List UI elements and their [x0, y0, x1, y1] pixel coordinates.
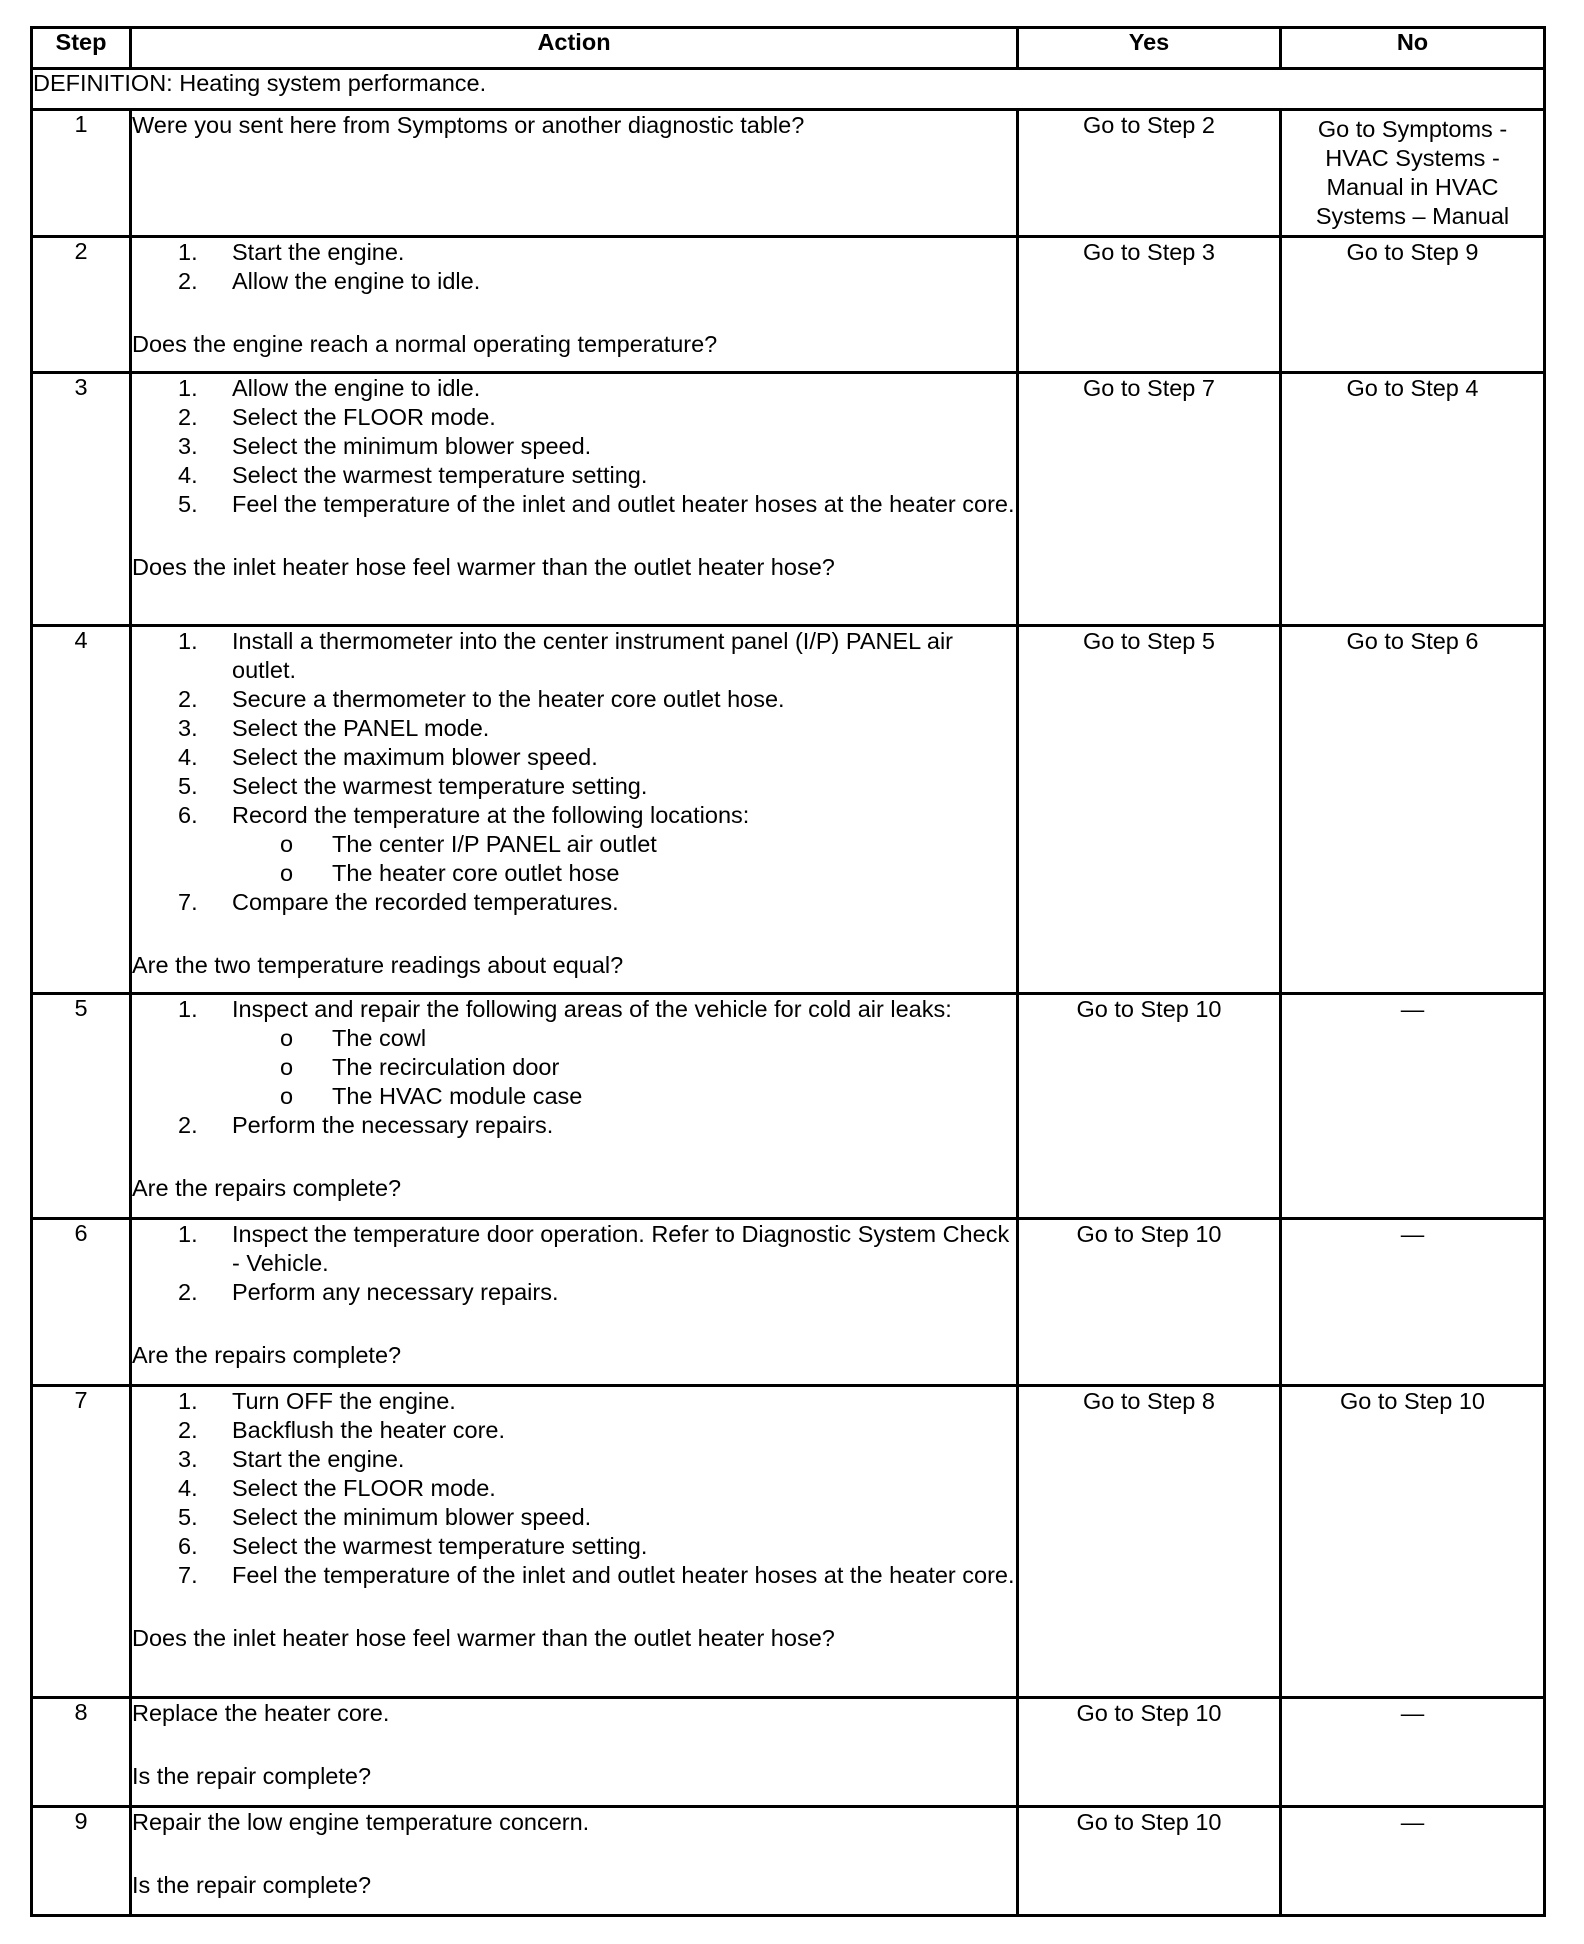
list-item [132, 1220, 1016, 1278]
action-cell [131, 994, 1018, 1219]
list-item-number: 1. [178, 239, 198, 265]
action-cell [131, 237, 1018, 373]
list-item-number: 4. [178, 744, 198, 770]
header-step: Step [32, 28, 131, 69]
dash-symbol: — [1400, 996, 1425, 1022]
definition-row [32, 69, 1545, 110]
action-question: Does the engine reach a normal operating temperature? [132, 331, 718, 357]
yes-outcome: Go to Step 10 [1018, 1807, 1281, 1916]
list-item-text: Install a thermometer into the center instrument panel (I/P) PANEL air outlet. [232, 628, 953, 683]
list-item-text: Record the temperature at the following locations: [232, 802, 750, 828]
no-outcome [1281, 994, 1545, 1219]
action-steps-list [132, 374, 1016, 519]
diagnostic-table [30, 26, 1546, 1917]
sub-list-item [132, 1053, 1016, 1082]
no-outcome: Go to Step 6 [1281, 626, 1545, 994]
table-row [32, 110, 1545, 237]
list-item-text: Backflush the heater core. [232, 1417, 506, 1443]
action-question: Is the repair complete? [132, 1872, 372, 1898]
list-item [132, 888, 1016, 917]
action-intro: Repair the low engine temperature concern. [132, 1809, 590, 1835]
action-steps-list [132, 1387, 1016, 1590]
action-question: Is the repair complete? [132, 1763, 372, 1789]
action-steps-list [132, 1220, 1016, 1307]
table-row [32, 1698, 1545, 1807]
list-item-number: 2. [178, 404, 198, 430]
no-outcome: Go to Step 4 [1281, 373, 1545, 626]
list-item-number: 1. [178, 1221, 198, 1247]
dash-symbol: — [1400, 1221, 1425, 1247]
list-item [132, 403, 1016, 432]
list-item [132, 743, 1016, 772]
list-item [132, 1416, 1016, 1445]
sub-list-item [132, 1082, 1016, 1111]
list-item-number: 7. [178, 1562, 198, 1588]
list-item [132, 374, 1016, 403]
action-cell [131, 110, 1018, 237]
list-item-text: Inspect the temperature door operation. Refer to Diagnostic System Check - Vehicle. [232, 1221, 1010, 1276]
list-item-text: Select the warmest temperature setting. [232, 773, 648, 799]
action-cell [131, 626, 1018, 994]
action-cell [131, 373, 1018, 626]
action-cell [131, 1219, 1018, 1386]
list-item [132, 238, 1016, 267]
list-item-number: 5. [178, 773, 198, 799]
action-steps-list [132, 238, 1016, 296]
action-question: Does the inlet heater hose feel warmer than the outlet heater hose? [132, 1625, 835, 1651]
list-item [132, 267, 1016, 296]
dash-symbol: — [1400, 1700, 1425, 1726]
table-row [32, 1219, 1545, 1386]
step-number: 7 [32, 1386, 131, 1698]
header-yes: Yes [1018, 28, 1281, 69]
sub-list-item [132, 1024, 1016, 1053]
list-item [132, 1445, 1016, 1474]
step-number: 2 [32, 237, 131, 373]
table-row [32, 626, 1545, 994]
yes-outcome: Go to Step 8 [1018, 1386, 1281, 1698]
list-item-number: 6. [178, 802, 198, 828]
header-no: No [1281, 28, 1545, 69]
list-item-number: 2. [178, 686, 198, 712]
list-item-text: Start the engine. [232, 1446, 405, 1472]
list-item-number: 7. [178, 889, 198, 915]
list-item [132, 461, 1016, 490]
step-number: 8 [32, 1698, 131, 1807]
list-item-text: Inspect and repair the following areas of the vehicle for cold air leaks: [232, 996, 952, 1022]
list-item-number: 3. [178, 1446, 198, 1472]
list-item-text: Select the minimum blower speed. [232, 1504, 592, 1530]
list-item-number: 2. [178, 1279, 198, 1305]
list-item-number: 1. [178, 375, 198, 401]
dash-symbol: — [1400, 1809, 1425, 1835]
no-outcome: Go to Step 10 [1281, 1386, 1545, 1698]
action-intro: Replace the heater core. [132, 1700, 390, 1726]
list-item-text: Select the maximum blower speed. [232, 744, 598, 770]
list-item-number: 3. [178, 715, 198, 741]
list-item-number: 6. [178, 1533, 198, 1559]
list-item [132, 1561, 1016, 1590]
table-row [32, 373, 1545, 626]
list-item-text: Perform the necessary repairs. [232, 1112, 554, 1138]
list-item-number: 4. [178, 462, 198, 488]
bullet-icon: o [280, 831, 294, 857]
list-item-number: 5. [178, 491, 198, 517]
yes-outcome: Go to Step 10 [1018, 1219, 1281, 1386]
action-question: Does the inlet heater hose feel warmer than the outlet heater hose? [132, 554, 835, 580]
action-steps-list [132, 995, 1016, 1140]
list-item-number: 2. [178, 1112, 198, 1138]
action-question: Are the repairs complete? [132, 1175, 402, 1201]
list-item-number: 2. [178, 1417, 198, 1443]
list-item-number: 1. [178, 996, 198, 1022]
list-item [132, 627, 1016, 685]
action-question: Are the repairs complete? [132, 1342, 402, 1368]
list-item-text: Allow the engine to idle. [232, 375, 481, 401]
list-item-text: Select the warmest temperature setting. [232, 1533, 648, 1559]
yes-outcome: Go to Step 5 [1018, 626, 1281, 994]
action-question: Are the two temperature readings about equal? [132, 952, 624, 978]
list-item [132, 432, 1016, 461]
header-row [32, 28, 1545, 69]
list-item [132, 490, 1016, 519]
yes-outcome: Go to Step 2 [1018, 110, 1281, 237]
list-item [132, 1387, 1016, 1416]
list-item-number: 1. [178, 628, 198, 654]
list-item-number: 3. [178, 433, 198, 459]
list-item-text: Select the warmest temperature setting. [232, 462, 648, 488]
no-outcome: Go to Step 9 [1281, 237, 1545, 373]
step-number: 6 [32, 1219, 131, 1386]
sub-list [132, 1024, 1016, 1111]
no-outcome [1281, 1219, 1545, 1386]
action-intro: Were you sent here from Symptoms or another diagnostic table? [132, 112, 805, 138]
list-item-text: Secure a thermometer to the heater core outlet hose. [232, 686, 785, 712]
yes-outcome: Go to Step 3 [1018, 237, 1281, 373]
table-row [32, 1807, 1545, 1916]
step-number: 1 [32, 110, 131, 237]
no-outcome [1281, 1807, 1545, 1916]
list-item [132, 772, 1016, 801]
list-item-number: 4. [178, 1475, 198, 1501]
definition-text: DEFINITION: Heating system performance. [32, 69, 1545, 110]
step-number: 9 [32, 1807, 131, 1916]
sub-list-item-text: The heater core outlet hose [332, 860, 620, 886]
list-item [132, 1503, 1016, 1532]
diagnostic-table-sheet [30, 26, 1543, 1917]
list-item-text: Turn OFF the engine. [232, 1388, 456, 1414]
sub-list-item [132, 859, 1016, 888]
list-item-number: 5. [178, 1504, 198, 1530]
bullet-icon: o [280, 1025, 294, 1051]
list-item-text: Start the engine. [232, 239, 405, 265]
sub-list-item-text: The recirculation door [332, 1054, 560, 1080]
action-cell [131, 1698, 1018, 1807]
sub-list [132, 830, 1016, 888]
no-outcome [1281, 1698, 1545, 1807]
sub-list-item-text: The center I/P PANEL air outlet [332, 831, 657, 857]
table-row [32, 994, 1545, 1219]
action-steps-list [132, 627, 1016, 917]
yes-outcome: Go to Step 10 [1018, 1698, 1281, 1807]
list-item-text: Select the FLOOR mode. [232, 404, 496, 430]
action-cell [131, 1807, 1018, 1916]
sub-list-item [132, 830, 1016, 859]
list-item [132, 1532, 1016, 1561]
no-outcome: Go to Symptoms - HVAC Systems - Manual in HVAC Systems – Manual [1281, 110, 1545, 237]
step-number: 3 [32, 373, 131, 626]
list-item [132, 801, 1016, 888]
list-item [132, 1111, 1016, 1140]
table-row [32, 1386, 1545, 1698]
list-item-text: Select the minimum blower speed. [232, 433, 592, 459]
bullet-icon: o [280, 860, 294, 886]
sub-list-item-text: The cowl [332, 1025, 427, 1051]
list-item-number: 1. [178, 1388, 198, 1414]
step-number: 4 [32, 626, 131, 994]
sub-list-item-text: The HVAC module case [332, 1083, 583, 1109]
list-item-text: Feel the temperature of the inlet and outlet heater hoses at the heater core. [232, 491, 1015, 517]
action-cell [131, 1386, 1018, 1698]
bullet-icon: o [280, 1083, 294, 1109]
list-item [132, 1474, 1016, 1503]
list-item [132, 995, 1016, 1111]
list-item [132, 714, 1016, 743]
list-item-text: Select the FLOOR mode. [232, 1475, 496, 1501]
bullet-icon: o [280, 1054, 294, 1080]
header-action: Action [131, 28, 1018, 69]
list-item-text: Feel the temperature of the inlet and outlet heater hoses at the heater core. [232, 1562, 1015, 1588]
list-item-text: Perform any necessary repairs. [232, 1279, 559, 1305]
list-item-number: 2. [178, 268, 198, 294]
list-item-text: Select the PANEL mode. [232, 715, 490, 741]
list-item [132, 1278, 1016, 1307]
list-item [132, 685, 1016, 714]
yes-outcome: Go to Step 7 [1018, 373, 1281, 626]
yes-outcome: Go to Step 10 [1018, 994, 1281, 1219]
step-number: 5 [32, 994, 131, 1219]
list-item-text: Compare the recorded temperatures. [232, 889, 619, 915]
list-item-text: Allow the engine to idle. [232, 268, 481, 294]
table-row [32, 237, 1545, 373]
